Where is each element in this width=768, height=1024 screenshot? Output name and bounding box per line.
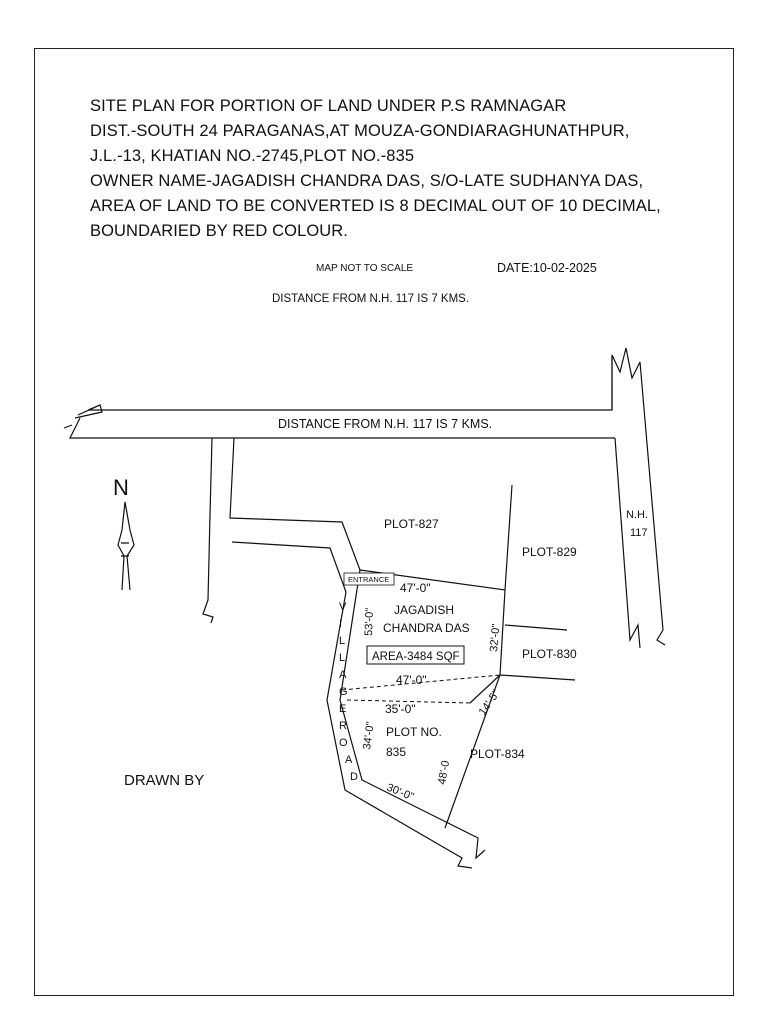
north-label: N [113, 475, 129, 500]
dim-slant: 14'-5" [476, 687, 503, 718]
plot-834-label: PLOT-834 [470, 747, 525, 761]
area-label: AREA-3484 SQF [372, 651, 460, 663]
plot-829-label: PLOT-829 [522, 545, 577, 559]
drawn-by-label: DRAWN BY [124, 772, 205, 789]
entrance-label: ENTRANCE [348, 575, 390, 584]
village-road-letter: V [339, 601, 347, 613]
title-line-4: OWNER NAME-JAGADISH CHANDRA DAS, S/O-LATE SUDHANYA DAS, [90, 172, 644, 190]
plot-no-label-line2: 835 [386, 745, 407, 759]
village-road-letter: I [339, 618, 343, 630]
dim-lower-top: 35'-0" [385, 702, 416, 716]
plot-830-label: PLOT-830 [522, 647, 577, 661]
title-line-2: DIST.-SOUTH 24 PARAGANAS,AT MOUZA-GONDIARAGHUNATHPUR, [90, 122, 630, 140]
village-road-letter: L [339, 635, 346, 647]
owner-label-line1: JAGADISH [394, 603, 455, 617]
north-arrow-icon [118, 502, 134, 590]
main-road-top-edge [88, 348, 640, 410]
dim-mid: 47'-0" [396, 673, 427, 687]
village-road-letter: A [345, 754, 353, 766]
dim-bottom: 30'-0" [384, 781, 416, 804]
nh-road-left-edge [612, 355, 640, 648]
title-line-6: BOUNDARIED BY RED COLOUR. [90, 222, 348, 240]
side-road-bottom [232, 542, 346, 592]
title-line-1: SITE PLAN FOR PORTION OF LAND UNDER P.S RAMNAGAR [90, 97, 567, 115]
nh-road-right-edge [640, 362, 665, 645]
dim-lower-left: 34'-0" [361, 720, 377, 751]
plot-no-label-line1: PLOT NO. [386, 725, 442, 739]
village-road-letter: D [350, 771, 358, 783]
scale-note: MAP NOT TO SCALE [316, 263, 414, 274]
dim-left: 53'-0" [363, 607, 376, 637]
village-road-letter: R [339, 720, 347, 732]
plot-827-label: PLOT-827 [384, 517, 439, 531]
nh-label-line1: N.H. [626, 509, 648, 521]
dim-right: 32'-0" [488, 623, 503, 653]
road-distance-label: DISTANCE FROM N.H. 117 IS 7 KMS. [278, 417, 493, 431]
main-road-left-end [64, 425, 72, 428]
village-road-letter: A [339, 669, 347, 681]
village-road-letter: E [339, 703, 347, 715]
dim-lower-right: 48'-0 [436, 759, 453, 786]
title-line-5: AREA OF LAND TO BE CONVERTED IS 8 DECIMAL OUT OF 10 DECIMAL, [90, 197, 661, 215]
distance-note: DISTANCE FROM N.H. 117 IS 7 KMS. [272, 293, 470, 305]
main-road-top-stub [75, 405, 102, 418]
side-road-outer [203, 438, 213, 623]
title-line-3: J.L.-13, KHATIAN NO.-2745,PLOT NO.-835 [90, 147, 415, 165]
village-road-letter: O [339, 737, 348, 749]
dim-top: 47'-0" [400, 581, 431, 595]
nh-label-line2: 117 [630, 527, 648, 539]
village-road-letter: L [339, 652, 346, 664]
owner-label-line2: CHANDRA DAS [383, 621, 470, 635]
village-road-letter: G [339, 686, 348, 698]
date-label: DATE:10-02-2025 [497, 261, 597, 275]
side-road-inner [230, 438, 360, 570]
